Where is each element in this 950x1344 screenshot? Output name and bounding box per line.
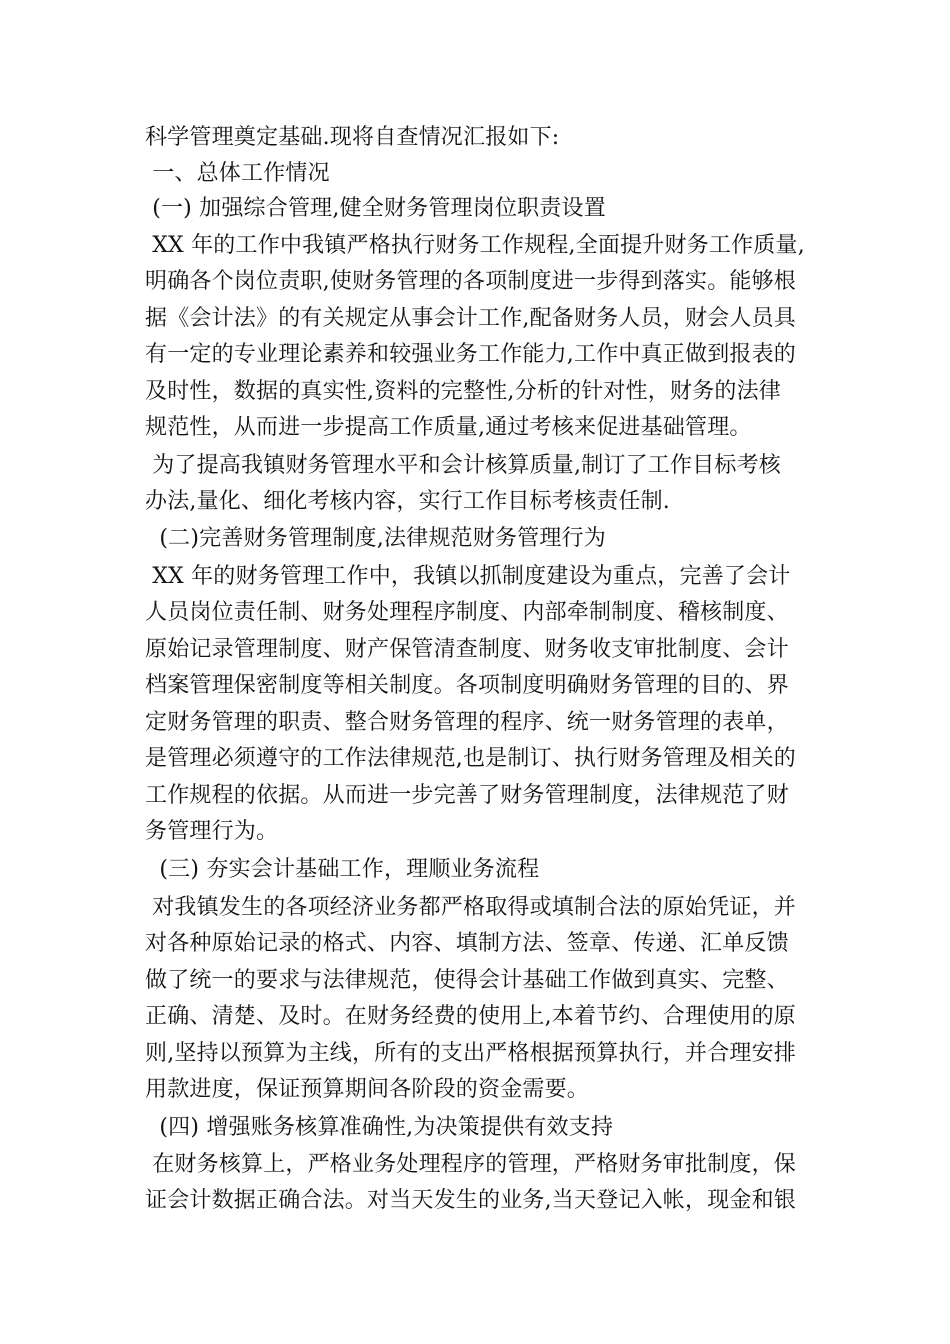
body-text-line: 规范性，从而进一步提高工作质量,通过考核来促进基础管理。 xyxy=(145,415,752,440)
body-text-line: 务管理行为。 xyxy=(145,819,279,844)
body-text-line: XX 年的工作中我镇严格执行财务工作规程,全面提升财务工作质量, xyxy=(145,233,805,258)
body-text-line: 定财务管理的职责、整合财务管理的程序、统一财务管理的表单， xyxy=(145,710,789,735)
body-text-line: 则,坚持以预算为主线，所有的支出严格根据预算执行，并合理安排 xyxy=(145,1041,796,1066)
body-text-line: 原始记录管理制度、财产保管清查制度、财务收支审批制度、会计 xyxy=(145,637,789,662)
section-heading: 一、总体工作情况 xyxy=(145,161,330,186)
body-text-line: 办法,量化、细化考核内容，实行工作目标考核责任制. xyxy=(145,489,670,514)
body-text-line: 档案管理保密制度等相关制度。各项制度明确财务管理的目的、界 xyxy=(145,673,789,698)
body-text-line: 对我镇发生的各项经济业务都严格取得或填制合法的原始凭证，并 xyxy=(145,895,796,920)
body-text-line: 在财务核算上，严格业务处理程序的管理，严格财务审批制度，保 xyxy=(145,1152,796,1177)
body-text-line: 人员岗位责任制、财务处理程序制度、内部牵制制度、稽核制度、 xyxy=(145,600,789,625)
body-text-line: XX 年的财务管理工作中，我镇以抓制度建设为重点，完善了会计 xyxy=(145,564,791,589)
subsection-heading: (四) 增强账务核算准确性,为决策提供有效支持 xyxy=(145,1115,614,1140)
body-text-line: 据《会计法》的有关规定从事会计工作,配备财务人员，财会人员具 xyxy=(145,306,796,331)
body-text-line: 对各种原始记录的格式、内容、填制方法、签章、传递、汇单反馈 xyxy=(145,931,789,956)
subsection-heading: (二)完善财务管理制度,法律规范财务管理行为 xyxy=(145,526,606,551)
body-text-line: 明确各个岗位责职,使财务管理的各项制度进一步得到落实。能够根 xyxy=(145,269,796,294)
subsection-heading: (三) 夯实会计基础工作，理顺业务流程 xyxy=(145,857,540,882)
body-text-line: 科学管理奠定基础.现将自查情况汇报如下: xyxy=(145,125,560,150)
body-text-line: 证会计数据正确合法。对当天发生的业务,当天登记入帐，现金和银 xyxy=(145,1188,796,1213)
subsection-heading: (一) 加强综合管理,健全财务管理岗位职责设置 xyxy=(145,196,606,221)
body-text-line: 及时性，数据的真实性,资料的完整性,分析的针对性，财务的法律 xyxy=(145,379,781,404)
body-text-line: 做了统一的要求与法律规范，使得会计基础工作做到真实、完整、 xyxy=(145,968,789,993)
body-text-line: 用款进度，保证预算期间各阶段的资金需要。 xyxy=(145,1077,590,1102)
body-text-line: 是管理必须遵守的工作法律规范,也是制订、执行财务管理及相关的 xyxy=(145,746,796,771)
body-text-line: 正确、清楚、及时。在财务经费的使用上,本着节约、合理使用的原 xyxy=(145,1004,796,1029)
body-text-line: 工作规程的依据。从而进一步完善了财务管理制度，法律规范了财 xyxy=(145,783,789,808)
body-text-line: 有一定的专业理论素养和较强业务工作能力,工作中真正做到报表的 xyxy=(145,342,796,367)
body-text-line: 为了提高我镇财务管理水平和会计核算质量,制订了工作目标考核 xyxy=(145,453,781,478)
